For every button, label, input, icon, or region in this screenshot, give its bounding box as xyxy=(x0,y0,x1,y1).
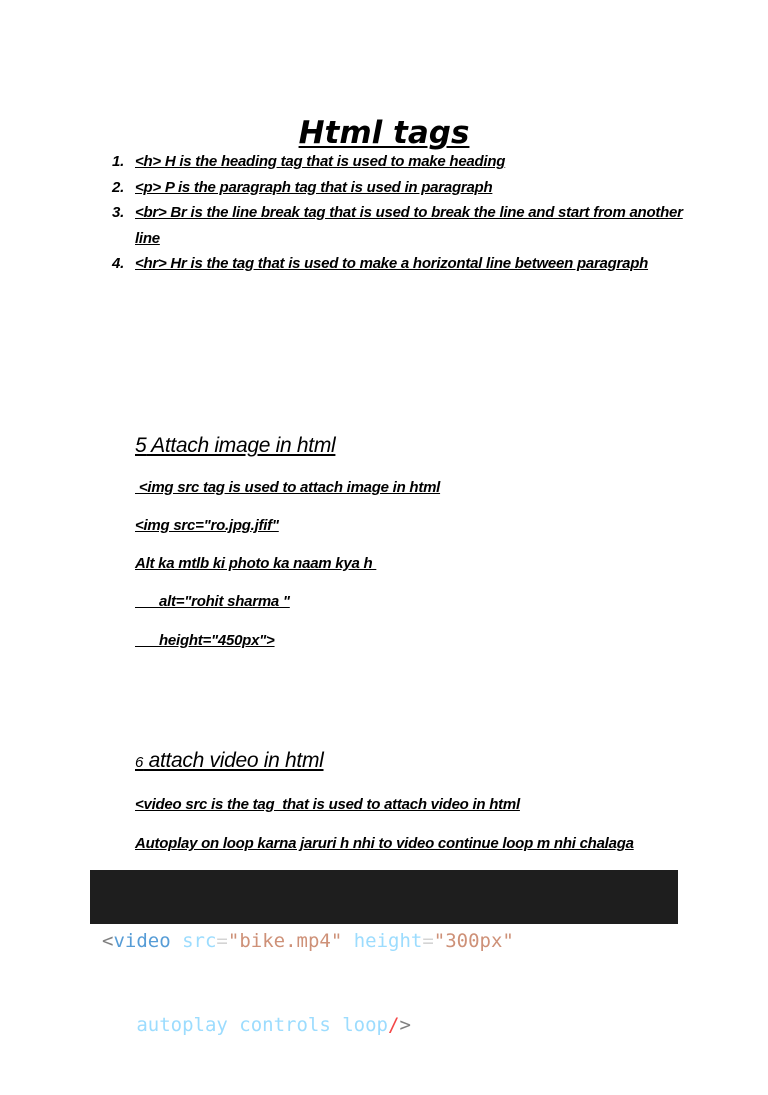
list-item xyxy=(98,200,688,251)
video-line-2: Autoplay on loop karna jaruri h nhi to video continue loop m nhi chalaga xyxy=(135,835,634,852)
image-section-number: 5 xyxy=(135,434,147,457)
code-value-src: "bike.mp4" xyxy=(227,930,343,952)
code-tag-name: video xyxy=(113,930,171,952)
code-indent xyxy=(102,1014,136,1036)
list-item xyxy=(98,149,688,175)
image-line-1: <img src tag is used to attach image in html xyxy=(135,479,441,496)
video-line-1: <video src is the tag that is used to attach video in html xyxy=(135,796,520,813)
video-section-title: attach video in html xyxy=(143,749,324,772)
list-item xyxy=(98,175,688,201)
code-snippet xyxy=(90,870,678,1036)
list-item-text: <p> P is the paragraph tag that is used in paragraph xyxy=(135,178,493,196)
image-line-4: _ _alt="rohit sharma " xyxy=(135,593,290,610)
list-item-number: 2. xyxy=(112,178,125,196)
list-item-number: 1. xyxy=(112,153,125,170)
list-item-text: <br> Br is the line break tag that is used to break the line and start from another line xyxy=(135,204,683,247)
page-title: Html tags xyxy=(298,114,470,151)
code-open-bracket: < xyxy=(102,930,114,952)
image-line-5: _ _height="450px"> xyxy=(135,632,275,649)
code-attr-height: height xyxy=(342,930,423,952)
code-value-height: "300px" xyxy=(433,930,514,952)
code-line-2 xyxy=(102,1011,678,1039)
video-section-number: 6 xyxy=(135,754,144,771)
code-attr-src: src xyxy=(170,930,217,952)
tag-list xyxy=(98,149,688,277)
list-item-text: <h> H is the heading tag that is used to make heading xyxy=(135,153,506,170)
code-equals: = xyxy=(422,930,434,952)
code-equals: = xyxy=(216,930,228,952)
code-attr-flags: autoplay controls loop xyxy=(136,1014,388,1036)
image-section-heading xyxy=(135,432,335,460)
image-section-title: Attach image in html xyxy=(146,434,336,457)
list-item-number: 4. xyxy=(112,255,125,272)
image-line-3: Alt ka mtlb ki photo ka naam kya h xyxy=(135,555,377,572)
video-section-heading xyxy=(135,747,324,777)
code-self-close-slash: / xyxy=(388,1014,400,1036)
list-item-text: <hr> Hr is the tag that is used to make a horizontal line between paragraph xyxy=(135,255,649,272)
image-line-2: <img src="ro.jpg.jfif" xyxy=(135,517,279,534)
code-line-1 xyxy=(102,927,678,955)
list-item-number: 3. xyxy=(112,204,125,221)
list-item xyxy=(98,251,688,277)
code-close-bracket: > xyxy=(399,1014,411,1036)
